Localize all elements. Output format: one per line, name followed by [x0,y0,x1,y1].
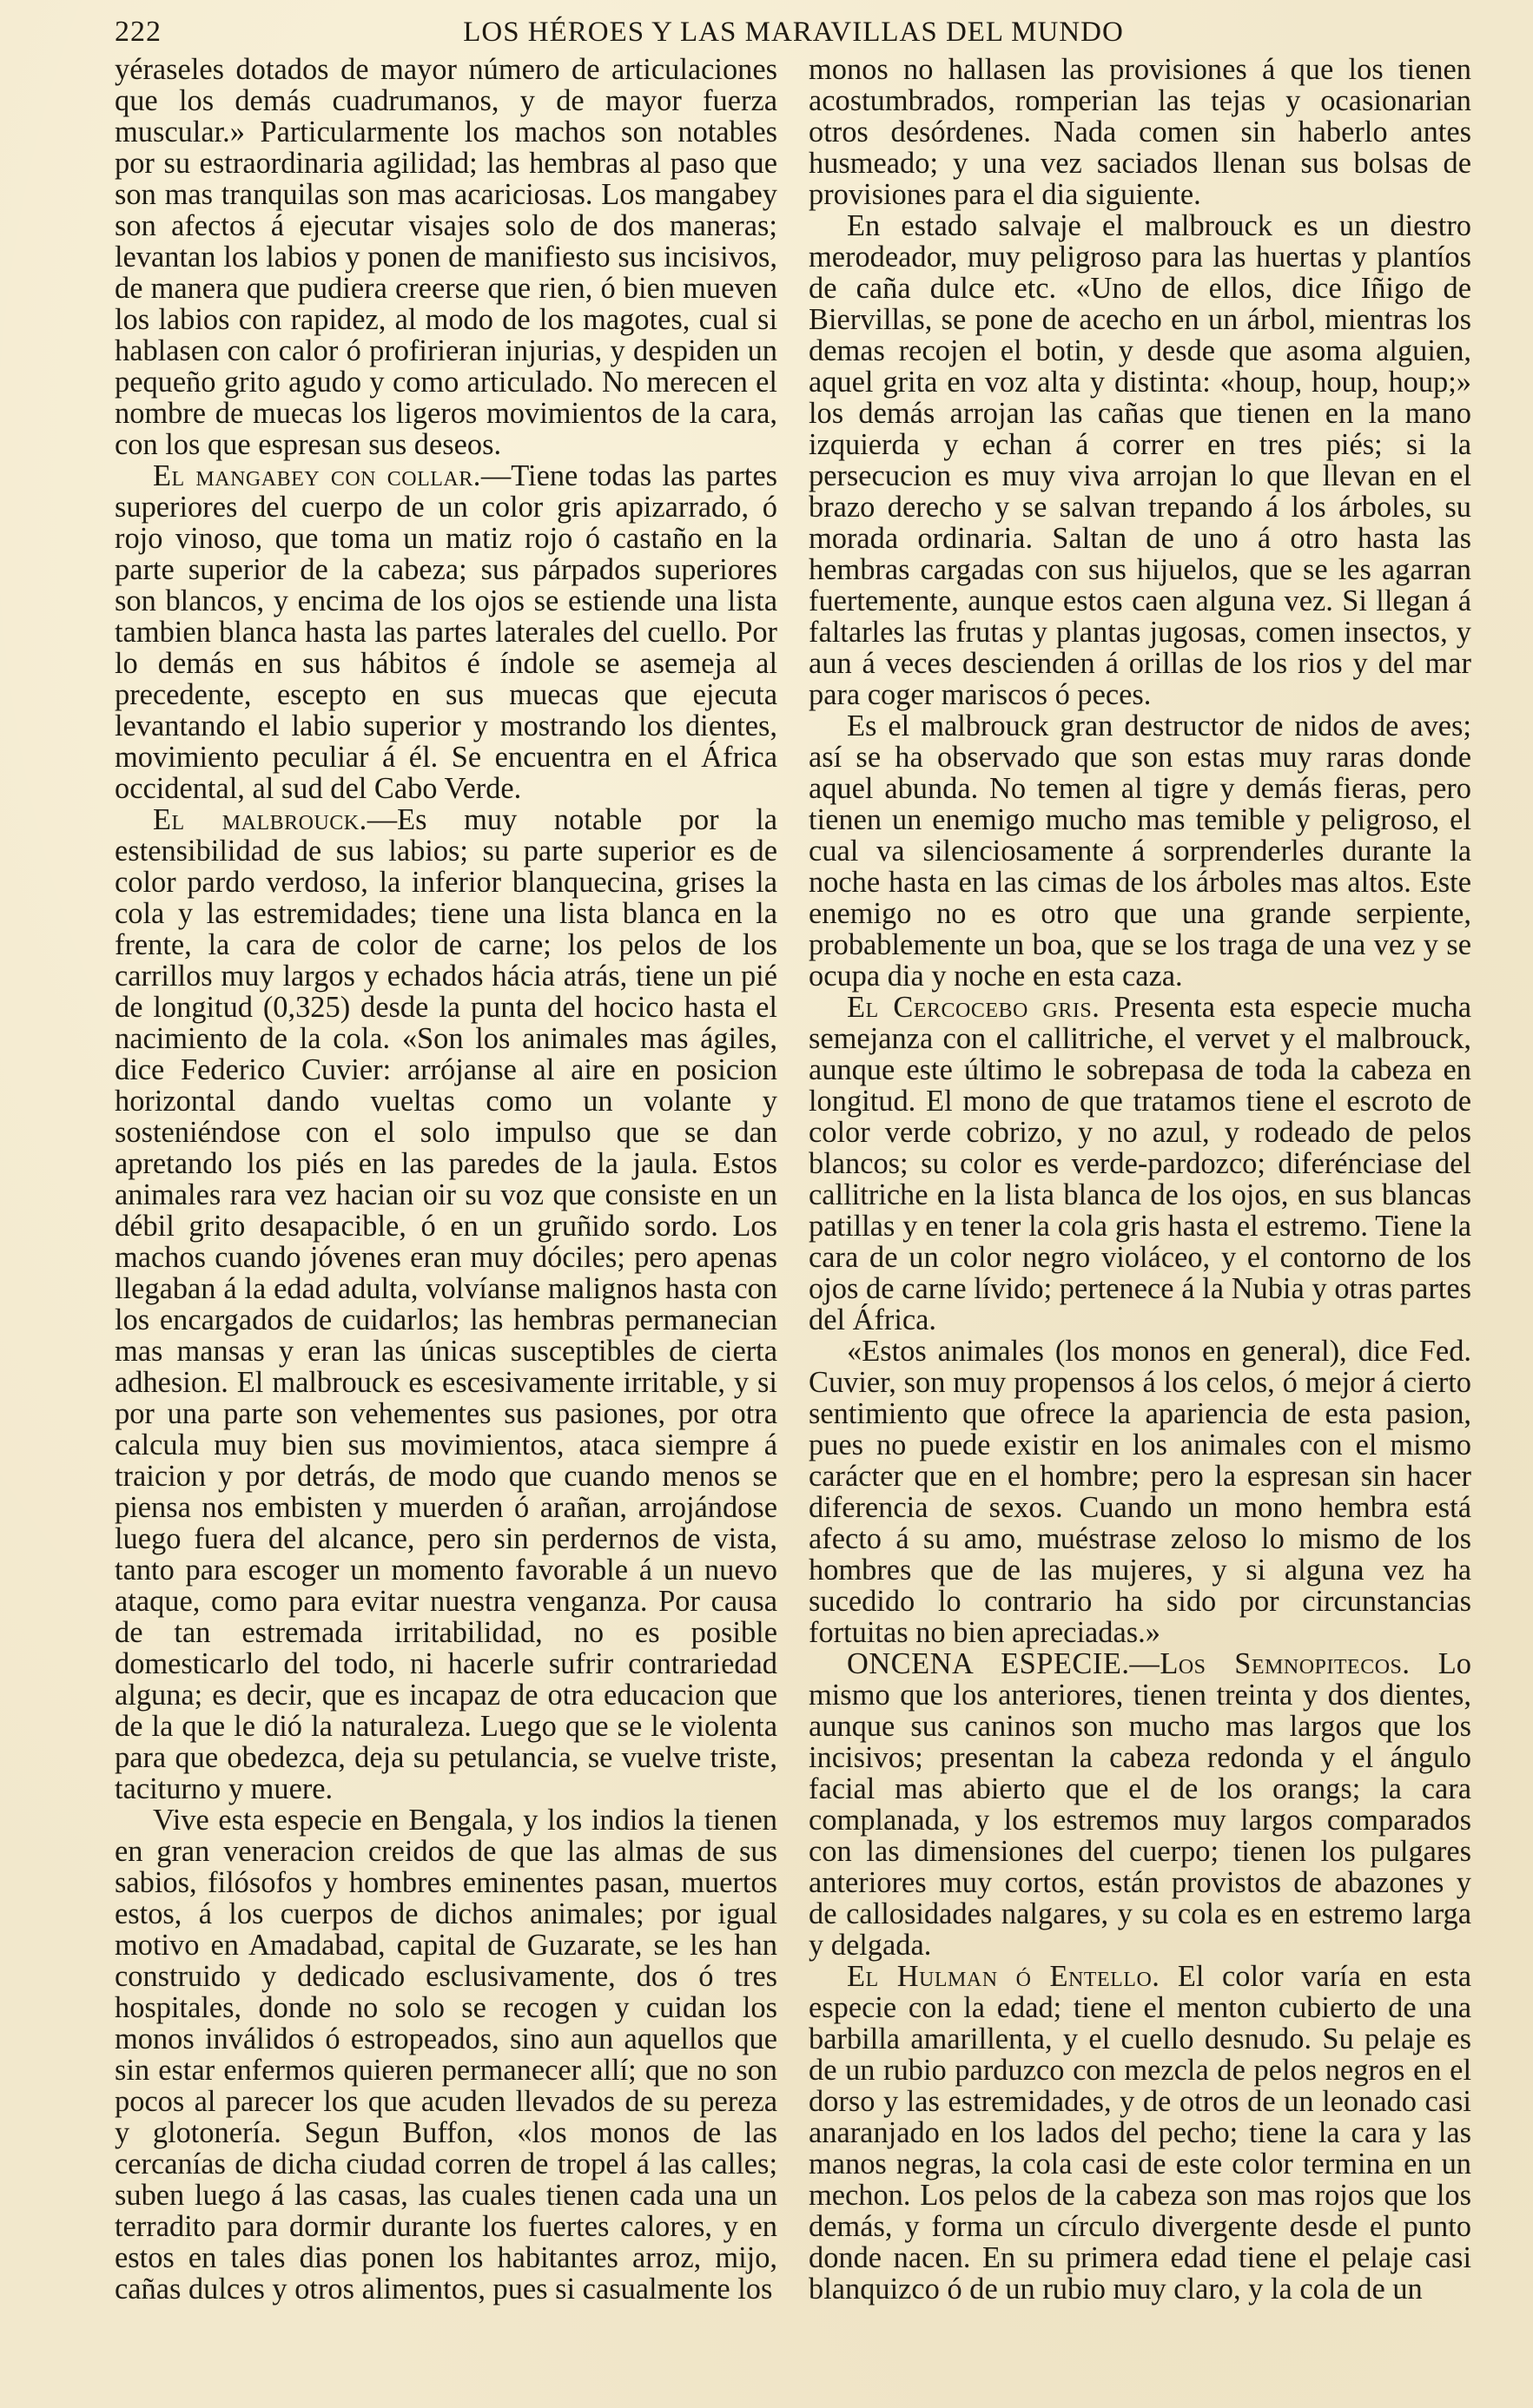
paragraph [809,1961,1471,2305]
paragraph [809,54,1471,210]
paragraph-text: Lo mismo que los anteriores, tienen treinta y dos dientes, aunque sus caninos son mucho mas largos que los incisivos; presentan la cabeza redonda y el ángulo facial mas abierto que el de los orangs; la cara complanada, y los estremos muy largos comparados con las dimensiones del cuerpo; tienen los pulgares anteriores muy cortos, están provistos de abazones y de callosidades nalgares, y su cola es en estremo larga y delgada. [809,1647,1471,1962]
species-heading: ONCENA ESPECIE. [847,1647,1130,1680]
paragraph [115,804,777,1804]
genus-heading: —Los Semnopitecos. [1129,1647,1411,1680]
right-column [809,54,1471,2305]
text-columns [115,54,1472,2305]
paragraph-text: Vive esta especie en Bengala, y los indios la tienen en gran veneracion creidos de que las almas de sus sabios, filósofos y hombres eminentes pasan, muertos estos, á los cuerpos de dichos animales; por igual motivo en Amadabad, capital de Guzarate, se les han construido y dedicado esclusivamente, dos ó tres hospitales, donde no solo se recogen y cuidan los monos inválidos ó estropeados, sino aun aquellos que sin estar enfermos quieren permanecer allí; que no son pocos al parecer los que acuden llevados de su pereza y glotonería. Segun Buffon, «los monos de las cercanías de dicha ciudad corren de tropel á las calles; suben luego á las casas, las cuales tienen cada una un terradito para dormir durante los fuertes calores, y en estos en tales dias ponen los habitantes arroz, mijo, cañas dulces y otros alimentos, pues si casualmente los [115,1804,777,2306]
page-header [115,16,1472,50]
page-number: 222 [115,16,162,48]
paragraph-text: yéraseles dotados de mayor número de articulaciones que los demás cuadrumanos, y de mayor fuerza muscular.» Particularmente los machos son notables por su estraordinaria agilidad; las hembras al paso que son mas tranquilas son mas acariciosas. Los mangabey son afectos á ejecutar visajes solo de dos maneras; levantan los labios y ponen de manifiesto sus incisivos, de manera que pudiera creerse que rien, ó bien mueven los labios con rapidez, al modo de los magotes, cual si hablasen con calor ó profirieran injurias, y despiden un pequeño grito agudo y como articulado. No merecen el nombre de muecas los ligeros movimientos de la cara, con los que espresan sus deseos. [115,53,777,461]
paragraph [115,460,777,804]
paragraph [809,1648,1471,1961]
section-heading: El mangabey con collar. [153,459,481,492]
paragraph [809,210,1471,710]
paragraph-text: —Es muy notable por la estensibilidad de sus labios; su parte superior es de color pardo verdoso, la inferior blanquecina, grises la cola y las estremidades; tiene una lista blanca en la frente, la cara de color de carne; los pelos de los carrillos muy largos y echados hácia atrás, tiene un pié de longitud (0,325) desde la punta del hocico hasta el nacimiento de la cola. «Son los animales mas ágiles, dice Federico Cuvier: arrójanse al aire en posicion horizontal dando vueltas como un volante y sosteniéndose con el solo impulso que se dan apretando los piés en las paredes de la jaula. Estos animales rara vez hacian oir su voz que consiste en un débil grito desapacible, ó en un gruñido sordo. Los machos cuando jóvenes eran muy dóciles; pero apenas llegaban á la edad adulta, volvíanse malignos hasta con los encargados de cuidarlos; las hembras permanecian mas mansas y eran las únicas susceptibles de cierta adhesion. El malbrouck es escesivamente irritable, y si por una parte son vehementes sus pasiones, por otra calcula muy bien sus movimientos, ataca siempre á traicion y por detrás, de modo que cuando menos se piensa nos embisten y muerden ó arañan, arrojándose luego fuera del alcance, pero sin perdernos de vista, tanto para escoger un momento favorable á un nuevo ataque, como para evitar nuestra venganza. Por causa de tan estremada irritabilidad, no es posible domesticarlo del todo, ni hacerle sufrir contrariedad alguna; es decir, que es incapaz de otra educacion que de la que le dió la naturaleza. Luego que se le violenta para que obedezca, deja su petulancia, se vuelve triste, taciturno y muere. [115,803,777,1805]
paragraph-text: «Estos animales (los monos en general), dice Fed. Cuvier, son muy propensos á los celos, ó mejor á cierto sentimiento que ofrece la apariencia de esta pasion, pues no puede existir en los animales con el mismo carácter que en el hombre; pero la espresan sin hacer diferencia de sexos. Cuando un mono hembra está afecto á su amo, muéstrase zeloso lo mismo de los hombres que de las mujeres, y si alguna vez ha sucedido lo contrario ha sido por circunstancias fortuitas no bien apreciadas.» [809,1335,1471,1649]
paragraph [809,1336,1471,1648]
paragraph-text: En estado salvaje el malbrouck es un diestro merodeador, muy peligroso para las huertas y plantíos de caña dulce etc. «Uno de ellos, dice Iñigo de Biervillas, se pone de acecho en un árbol, mientras los demas recojen el botin, y desde que asoma alguien, aquel grita en voz alta y distinta: «houp, houp, houp;» los demás arrojan las cañas que tienen en la mano izquierda y echan á correr en tres piés; si la persecucion es muy viva arrojan lo que llevan en el brazo derecho y se salvan trepando á los árboles, su morada ordinaria. Saltan de uno á otro hasta las hembras cargadas con sus hijuelos, que se les agarran fuertemente, aunque estos caen alguna vez. Si llegan á faltarles las frutas y plantas jugosas, comen insectos, y aun á veces descienden á orillas de los rios y del mar para coger mariscos ó peces. [809,209,1471,711]
paragraph [115,54,777,460]
paragraph [809,710,1471,992]
running-title: LOS HÉROES Y LAS MARAVILLAS DEL MUNDO [463,16,1124,48]
paragraph-text: El color varía en esta especie con la edad; tiene el menton cubierto de una barbilla amarillenta, y el cuello desnudo. Su pelaje es de un rubio parduzco con mezcla de pelos negros en el dorso y las estremidades, y de otros de un leonado casi anaranjado en los lados del pecho; tiene la cara y las manos negras, la cola casi de este color termina en un mechon. Los pelos de la cabeza son mas rojos que los demás, y forma un círculo divergente desde el punto donde nacen. En su primera edad tiene el pelaje casi blanquizco ó de un rubio muy claro, y la cola de un [809,1960,1471,2306]
section-heading: El malbrouck. [153,803,367,836]
paragraph [809,992,1471,1336]
left-column [115,54,777,2305]
paragraph-text: monos no hallasen las provisiones á que los tienen acostumbrados, romperian las tejas y ocasionarian otros desórdenes. Nada comen sin haberlo antes husmeado; y una vez saciados llenan sus bolsas de provisiones para el dia siguiente. [809,53,1471,211]
paragraph-text: —Tiene todas las partes superiores del cuerpo de un color gris apizarrado, ó rojo vinoso, que toma un matiz rojo ó castaño en la parte superior de la cabeza; sus párpados superiores son blancos, y encima de los ojos se estiende una lista tambien blanca hasta las partes laterales del cuello. Por lo demás en sus hábitos é índole se asemeja al precedente, escepto en sus muecas que ejecuta levantando el labio superior y mostrando los dientes, movimiento peculiar á él. Se encuentra en el África occidental, al sud del Cabo Verde. [115,459,777,805]
paragraph [115,1804,777,2305]
paragraph-text: Es el malbrouck gran destructor de nidos de aves; así se ha observado que son estas muy raras donde aquel abunda. No temen al tigre y demás fieras, pero tienen un enemigo mucho mas temible y peligroso, el cual va silenciosamente á sorprenderles durante la noche hasta en las cimas de los árboles mas altos. Este enemigo no es otro que una grande serpiente, probablemente un boa, que se los traga de una vez y se ocupa dia y noche en esta caza. [809,709,1471,993]
section-heading: El Cercocebo gris. [847,991,1100,1024]
section-heading: El Hulman ó Entello. [847,1960,1160,1993]
paragraph-text: Presenta esta especie mucha semejanza con el callitriche, el vervet y el malbrouck, aunque este último le sobrepasa de toda la cabeza en longitud. El mono de que tratamos tiene el escroto de color verde cobrizo, y no azul, y rodeado de pelos blancos; su color es verde-pardozco; diferénciase del callitriche en la lista blanca de los ojos, en sus blancas patillas y en tener la cola gris hasta el estremo. Tiene la cara de un color negro violáceo, y el contorno de los ojos de carne lívido; pertenece á la Nubia y otras partes del África. [809,991,1471,1336]
